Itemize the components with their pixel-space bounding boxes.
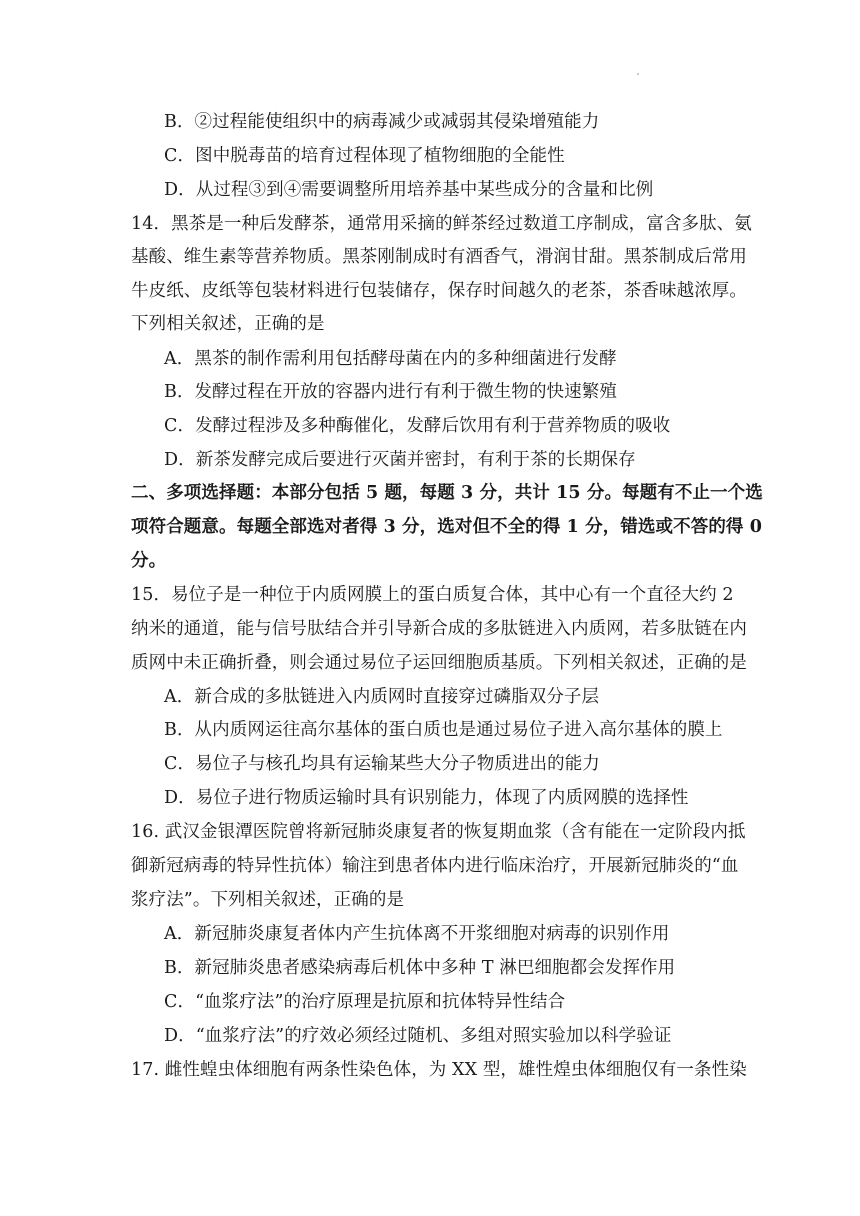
q15-stem-line-3: 质网中未正确折叠，则会通过易位子运回细胞质基质。下列相关叙述，正确的是: [131, 653, 747, 673]
q16-option-b: B．新冠肺炎患者感染病毒后机体中多种 T 淋巴细胞都会发挥作用: [164, 958, 676, 978]
q13-option-c: C．图中脱毒苗的培育过程体现了植物细胞的全能性: [164, 146, 565, 166]
q15-option-a: A．新合成的多肽链进入内质网时直接穿过磷脂双分子层: [164, 687, 600, 707]
q16-stem-line-3: 浆疗法”。下列相关叙述，正确的是: [131, 890, 405, 910]
section2-heading-line-2: 项符合题意。每题全部选对者得 3 分，选对但不全的得 1 分，错选或不答的得 0: [131, 517, 762, 537]
section2-heading-line-1: 二、多项选择题：本部分包括 5 题，每题 3 分，共计 15 分。每题有不止一个选: [131, 483, 763, 503]
q13-option-d: D．从过程③到④需要调整所用培养基中某些成分的含量和比例: [164, 180, 654, 200]
q15-option-c: C．易位子与核孔均具有运输某些大分子物质进出的能力: [164, 754, 600, 774]
q14-stem-line-2: 基酸、维生素等营养物质。黑茶刚制成时有酒香气，滑润甘甜。黑茶制成后常用: [131, 247, 747, 267]
q14-stem-line-1: 14．黑茶是一种后发酵茶，通常用采摘的鲜茶经过数道工序制成，富含多肽、氨: [131, 214, 752, 234]
q16-stem-line-1: 16. 武汉金银潭医院曾将新冠肺炎康复者的恢复期血浆（含有能在一定阶段内抵: [131, 822, 746, 842]
q16-option-d: D．“血浆疗法”的疗效必须经过随机、多组对照实验加以科学验证: [164, 1026, 672, 1046]
section2-heading-line-3: 分。: [131, 551, 167, 571]
q15-option-d: D．易位子进行物质运输时具有识别能力，体现了内质网膜的选择性: [164, 788, 689, 808]
q15-option-b: B．从内质网运往高尔基体的蛋白质也是通过易位子进入高尔基体的膜上: [164, 720, 723, 740]
q17-stem-line-1: 17. 雌性蝗虫体细胞有两条性染色体，为 XX 型，雄性煌虫体细胞仅有一条性染: [131, 1060, 747, 1080]
q15-stem-line-2: 纳米的通道，能与信号肽结合并引导新合成的多肽链进入内质网，若多肽链在内: [131, 619, 747, 639]
q14-option-d: D．新茶发酵完成后要进行灭菌并密封，有利于茶的长期保存: [164, 450, 636, 470]
q16-option-a: A．新冠肺炎康复者体内产生抗体离不开浆细胞对病毒的识别作用: [164, 924, 670, 944]
scan-speck: [637, 73, 639, 75]
q14-option-c: C．发酵过程涉及多种酶催化，发酵后饮用有利于营养物质的吸收: [164, 416, 671, 436]
q14-option-a: A．黑茶的制作需利用包括酵母菌在内的多种细菌进行发酵: [164, 349, 617, 369]
q16-stem-line-2: 御新冠病毒的特异性抗体）输注到患者体内进行临床治疗，开展新冠肺炎的“血: [131, 856, 739, 876]
q15-stem-line-1: 15．易位子是一种位于内质网膜上的蛋白质复合体，其中心有一个直径大约 2: [131, 585, 734, 605]
q16-option-c: C．“血浆疗法”的治疗原理是抗原和抗体特异性结合: [164, 992, 566, 1012]
q14-stem-line-4: 下列相关叙述，正确的是: [131, 314, 325, 334]
q13-option-b: B．②过程能使组织中的病毒减少或减弱其侵染增殖能力: [164, 112, 600, 132]
q14-option-b: B．发酵过程在开放的容器内进行有利于微生物的快速繁殖: [164, 382, 617, 402]
q14-stem-line-3: 牛皮纸、皮纸等包装材料进行包装储存，保存时间越久的老茶，茶香味越浓厚。: [131, 281, 747, 301]
